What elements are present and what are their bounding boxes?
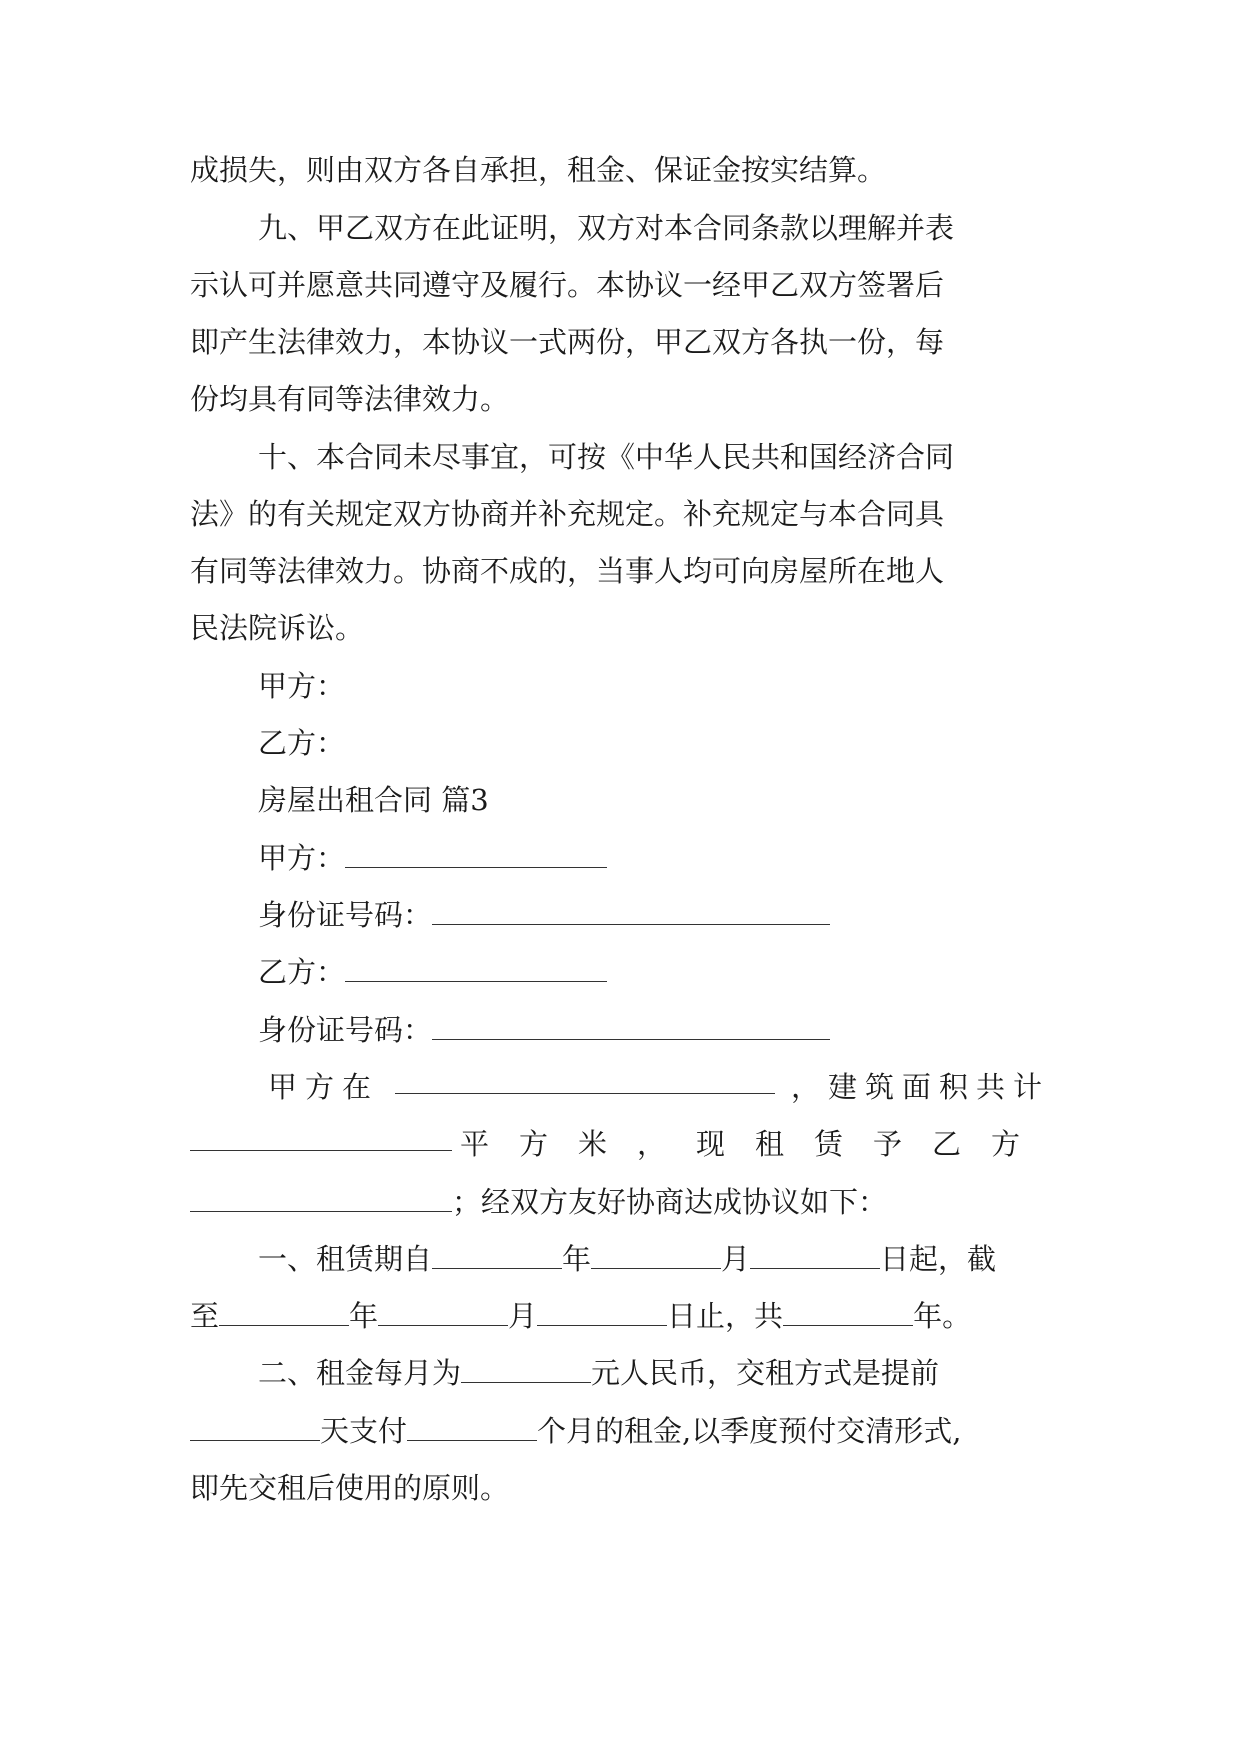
signature-party-a: 甲方： <box>258 669 346 703</box>
rent-label: 二、租金每月为 <box>258 1356 462 1390</box>
start-month-blank[interactable] <box>591 1242 721 1269</box>
clause-9-line-1: 九、甲乙双方在此证明，双方对本合同条款以理解并表 <box>258 211 955 245</box>
monthly-rent-blank[interactable] <box>461 1356 591 1383</box>
total-years-blank[interactable] <box>783 1299 913 1326</box>
advance-days-blank[interactable] <box>190 1414 320 1441</box>
location-blank[interactable] <box>395 1067 775 1094</box>
day-to-label: 日止，共 <box>667 1299 784 1333</box>
clause-9-line-3: 即产生法律效力，本协议一式两份，甲乙双方各执一份，每 <box>190 325 945 359</box>
lessee-blank[interactable] <box>190 1185 452 1212</box>
id-a-blank[interactable] <box>432 898 830 925</box>
clause-10-line-1: 十、本合同未尽事宜，可按《中华人民共和国经济合同 <box>258 440 955 474</box>
rent-payment-text: 元人民币，交租方式是提前 <box>591 1356 940 1390</box>
signature-party-b: 乙方： <box>258 726 346 760</box>
year-label: 年 <box>562 1242 592 1276</box>
premise-line-1 <box>268 1067 1050 1107</box>
party-b-label: 乙方： <box>258 955 346 989</box>
premise-line-3 <box>190 1182 1050 1222</box>
party-a-field <box>258 838 1118 878</box>
clause-10-line-4: 民法院诉讼。 <box>190 611 365 645</box>
month-label: 月 <box>508 1299 538 1333</box>
year-end-label: 年。 <box>913 1299 972 1333</box>
end-year-blank[interactable] <box>219 1299 349 1326</box>
day-from-label: 日起，截 <box>880 1242 997 1276</box>
clause-9-line-2: 示认可并愿意共同遵守及履行。本协议一经甲乙双方签署后 <box>190 268 945 302</box>
id-b-blank[interactable] <box>432 1013 830 1040</box>
end-day-blank[interactable] <box>537 1299 667 1326</box>
id-b-field <box>258 1010 1118 1050</box>
year-label: 年 <box>349 1299 379 1333</box>
party-b-blank[interactable] <box>345 955 607 982</box>
id-a-label: 身份证号码： <box>258 898 433 932</box>
months-blank[interactable] <box>407 1414 537 1441</box>
end-month-blank[interactable] <box>378 1299 508 1326</box>
section-title: 房屋出租合同 篇3 <box>258 783 489 817</box>
area-blank[interactable] <box>190 1124 452 1151</box>
id-b-label: 身份证号码： <box>258 1013 433 1047</box>
party-a-label: 甲方： <box>258 841 346 875</box>
clause-10-line-2: 法》的有关规定双方协商并补充规定。补充规定与本合同具 <box>190 497 945 531</box>
rent-line-2 <box>190 1411 1050 1451</box>
rent-line-3: 即先交租后使用的原则。 <box>190 1471 510 1505</box>
clause-9-line-4: 份均具有同等法律效力。 <box>190 382 510 416</box>
premise-line-2 <box>190 1124 1050 1164</box>
rent-line-1 <box>258 1353 1118 1393</box>
premise-lease-text: 平方米，现租赁予乙方 <box>459 1127 1050 1161</box>
start-year-blank[interactable] <box>432 1242 562 1269</box>
premise-location-label: 甲方在 <box>268 1070 380 1104</box>
term-start-label: 一、租赁期自 <box>258 1242 433 1276</box>
days-pay-label: 天支付 <box>320 1414 408 1448</box>
paragraph-line: 成损失，则由双方各自承担，租金、保证金按实结算。 <box>190 153 887 187</box>
premise-area-label: ，建筑面积共计 <box>790 1070 1050 1104</box>
quarterly-text: 个月的租金,以季度预付交清形式, <box>537 1414 962 1448</box>
party-a-blank[interactable] <box>345 841 607 868</box>
premise-agreement-text: ；经双方友好协商达成协议如下： <box>452 1185 888 1219</box>
month-label: 月 <box>721 1242 751 1276</box>
until-label: 至 <box>190 1299 220 1333</box>
term-line-1 <box>258 1239 1118 1279</box>
term-line-2 <box>190 1296 1050 1336</box>
party-b-field <box>258 952 1118 992</box>
clause-10-line-3: 有同等法律效力。协商不成的，当事人均可向房屋所在地人 <box>190 554 945 588</box>
start-day-blank[interactable] <box>750 1242 880 1269</box>
id-a-field <box>258 895 1118 935</box>
